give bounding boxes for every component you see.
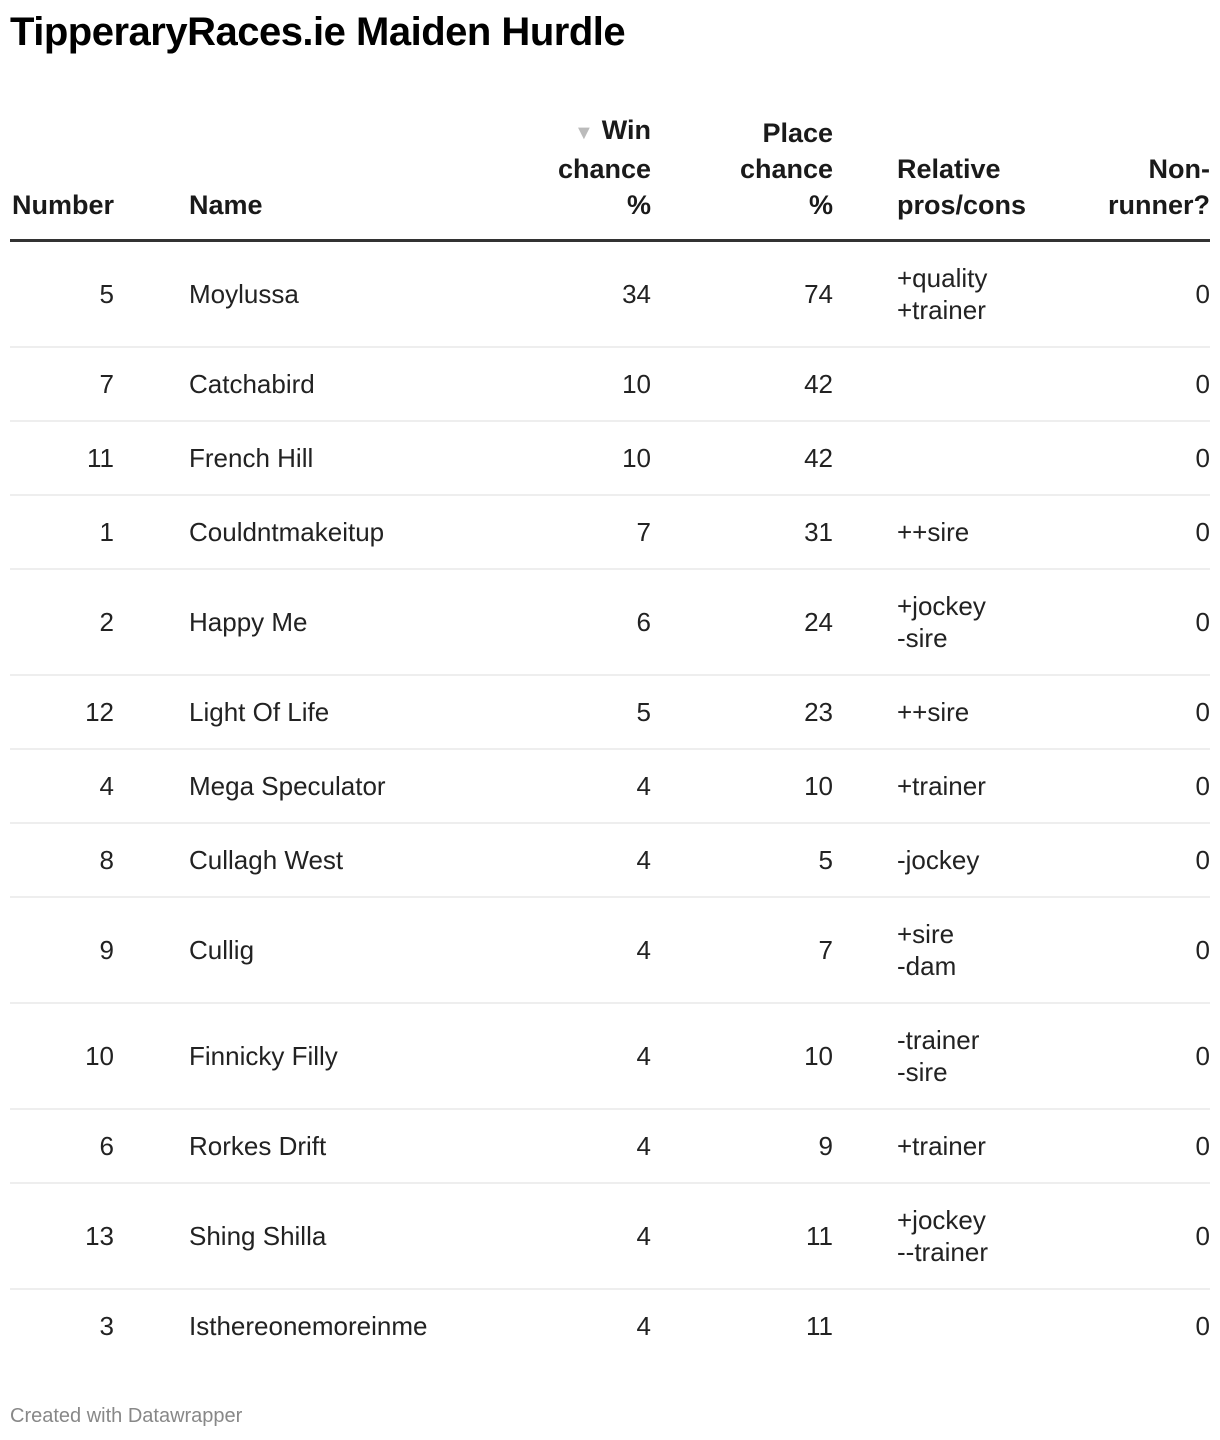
col-label-line	[531, 112, 651, 151]
table-row	[10, 241, 1210, 348]
cell-number: 3	[99, 1311, 114, 1341]
pros-cons-item: +jockey	[897, 591, 986, 621]
table-row	[10, 495, 1210, 569]
cell-name: Finnicky Filly	[120, 1003, 525, 1109]
cell-non-runner: 0	[1073, 241, 1210, 348]
cell-name: Catchabird	[120, 347, 525, 421]
cell-non-runner: 0	[1073, 495, 1210, 569]
cell-name: Happy Me	[120, 569, 525, 675]
table-row	[10, 823, 1210, 897]
cell-win-chance: 10	[525, 347, 657, 421]
pros-cons-item: +trainer	[897, 1131, 986, 1161]
pros-cons-item: -jockey	[897, 845, 980, 875]
pros-cons-item: +trainer	[897, 771, 986, 801]
cell-non-runner: 0	[1073, 749, 1210, 823]
cell-place-chance: 10	[657, 1003, 839, 1109]
cell-number: 9	[10, 897, 120, 1003]
cell-name: Moylussa	[120, 241, 525, 348]
pros-cons-item: +trainer	[897, 295, 986, 325]
pros-cons-item: -sire	[897, 623, 948, 653]
sort-descending-icon: ▼	[573, 122, 594, 144]
col-header-win-chance[interactable]	[525, 112, 657, 241]
cell-number: 11	[10, 421, 120, 495]
table-row	[10, 675, 1210, 749]
cell-number: 4	[10, 749, 120, 823]
chart-title: TipperaryRaces.ie Maiden Hurdle	[10, 10, 626, 54]
datawrapper-credit-link[interactable]: Created with Datawrapper	[10, 1405, 243, 1427]
cell-non-runner: 0	[1073, 1109, 1210, 1183]
cell-place-chance: 23	[657, 675, 839, 749]
cell-name: Rorkes Drift	[120, 1109, 525, 1183]
cell-name: Shing Shilla	[120, 1183, 525, 1289]
cell-number: 6	[10, 1109, 120, 1183]
cell-win-chance: 4	[525, 897, 657, 1003]
cell-place-chance: 42	[657, 347, 839, 421]
cell-place-chance: 31	[657, 495, 839, 569]
col-header-pros-cons[interactable]	[839, 112, 1073, 241]
table-row	[10, 1003, 1210, 1109]
cell-pros-cons	[839, 421, 1073, 495]
pros-cons-item: +jockey	[897, 1205, 986, 1235]
cell-pros-cons	[839, 495, 1073, 569]
cell-name: French Hill	[120, 421, 525, 495]
col-label: Number	[11, 190, 114, 220]
cell-place-chance: 42	[657, 421, 839, 495]
cell-number: 13	[10, 1183, 120, 1289]
cell-non-runner: 0	[1073, 823, 1210, 897]
table-row	[10, 1183, 1210, 1289]
pros-cons-item: -trainer	[897, 1025, 980, 1055]
cell-non-runner: 0	[1073, 569, 1210, 675]
cell-pros-cons	[839, 347, 1073, 421]
cell-pros-cons	[839, 749, 1073, 823]
col-label: Relative	[897, 154, 1001, 184]
col-header-non-runner[interactable]	[1073, 112, 1210, 241]
pros-cons-item: -dam	[897, 951, 957, 981]
col-header-number[interactable]	[10, 112, 120, 241]
pros-cons-item: --trainer	[897, 1237, 989, 1267]
cell-non-runner: 0	[1073, 675, 1210, 749]
cell-place-chance: 11	[806, 1311, 833, 1341]
pros-cons-item: +sire	[897, 919, 955, 949]
cell-pros-cons	[839, 823, 1073, 897]
col-label: %	[626, 190, 651, 220]
cell-name: Cullig	[120, 897, 525, 1003]
cell-pros-cons	[839, 1183, 1073, 1289]
cell-win-chance: 4	[636, 1311, 651, 1341]
cell-non-runner: 0	[1073, 1183, 1210, 1289]
cell-non-runner: 0	[1073, 1003, 1210, 1109]
cell-number: 10	[10, 1003, 120, 1109]
cell-place-chance: 11	[657, 1183, 839, 1289]
col-label: runner?	[1107, 190, 1210, 220]
cell-place-chance: 74	[657, 241, 839, 348]
col-label: chance	[557, 154, 651, 184]
cell-name: Isthereonemoreinme	[189, 1311, 428, 1341]
cell-number: 12	[10, 675, 120, 749]
pros-cons-item: ++sire	[897, 697, 970, 727]
col-label: Non-	[1148, 154, 1210, 184]
cell-win-chance: 4	[525, 823, 657, 897]
cell-win-chance: 7	[525, 495, 657, 569]
cell-name: Mega Speculator	[120, 749, 525, 823]
table-row	[10, 421, 1210, 495]
table-row	[10, 347, 1210, 421]
cell-non-runner: 0	[1073, 421, 1210, 495]
col-label: Name	[189, 190, 263, 220]
cell-place-chance: 7	[657, 897, 839, 1003]
cell-win-chance: 4	[525, 1109, 657, 1183]
cell-place-chance: 9	[657, 1109, 839, 1183]
cell-pros-cons	[839, 1109, 1073, 1183]
cell-number: 2	[10, 569, 120, 675]
header-row	[10, 112, 1210, 241]
cell-win-chance: 34	[525, 241, 657, 348]
table-row	[10, 1109, 1210, 1183]
col-label: Place	[762, 118, 833, 148]
cell-win-chance: 4	[525, 1003, 657, 1109]
cell-pros-cons	[839, 241, 1073, 348]
col-label: Win	[601, 115, 651, 145]
table-body	[10, 241, 1210, 1363]
cell-number: 1	[10, 495, 120, 569]
cell-non-runner: 0	[1073, 347, 1210, 421]
cell-win-chance: 5	[525, 675, 657, 749]
race-table	[10, 112, 1210, 1362]
cell-win-chance: 4	[525, 1183, 657, 1289]
cell-win-chance: 6	[525, 569, 657, 675]
table-row	[10, 569, 1210, 675]
table-row	[10, 1289, 1210, 1362]
cell-number: 7	[10, 347, 120, 421]
cell-non-runner: 0	[1073, 897, 1210, 1003]
cell-pros-cons	[839, 897, 1073, 1003]
col-label: %	[808, 190, 833, 220]
pros-cons-item: +quality	[897, 263, 988, 293]
pros-cons-item: ++sire	[897, 517, 970, 547]
table-row	[10, 897, 1210, 1003]
col-label: pros/cons	[897, 190, 1027, 220]
cell-pros-cons	[839, 1003, 1073, 1109]
cell-place-chance: 10	[657, 749, 839, 823]
cell-pros-cons	[839, 1289, 1073, 1362]
cell-name: Light Of Life	[120, 675, 525, 749]
cell-pros-cons	[839, 675, 1073, 749]
cell-number: 8	[10, 823, 120, 897]
cell-win-chance: 10	[525, 421, 657, 495]
cell-place-chance: 24	[657, 569, 839, 675]
cell-place-chance: 5	[657, 823, 839, 897]
col-header-name[interactable]	[120, 112, 525, 241]
table-row	[10, 749, 1210, 823]
col-label: chance	[739, 154, 833, 184]
cell-number: 5	[10, 241, 120, 348]
cell-name: Couldntmakeitup	[120, 495, 525, 569]
cell-non-runner: 0	[1195, 1311, 1210, 1341]
cell-win-chance: 4	[525, 749, 657, 823]
pros-cons-item: -sire	[897, 1057, 948, 1087]
col-header-place-chance[interactable]	[657, 112, 839, 241]
cell-name: Cullagh West	[120, 823, 525, 897]
cell-pros-cons	[839, 569, 1073, 675]
